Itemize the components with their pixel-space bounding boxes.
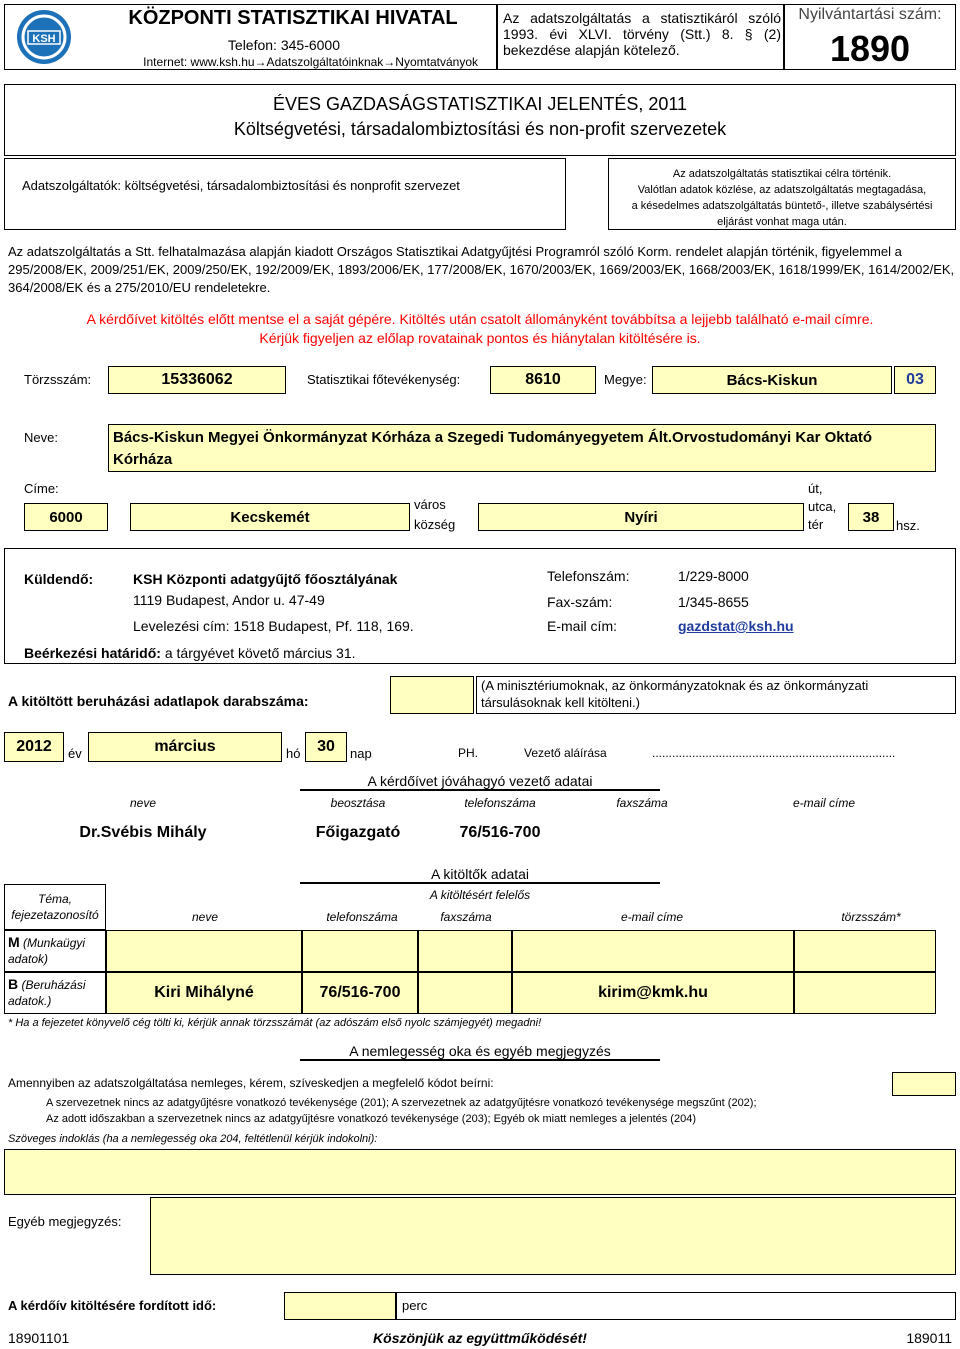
nil-title: A nemlegesség oka és egyéb megjegyzés	[300, 1043, 660, 1061]
filler-row-b-email[interactable]: kirim@kmk.hu	[512, 972, 794, 1014]
approver-position-field[interactable]: Főigazgató	[315, 824, 401, 841]
notice-line-1: Az adatszolgáltatás statisztikai célra történik.	[672, 168, 892, 180]
fillers-footnote: * Ha a fejezetet könyvelő cég tölti ki, kérjük annak törzsszámát (az adószám első nyolc számjegyét) megadni!	[8, 1017, 542, 1029]
providers-value: költségvetési, társadalombiztosítási és nonprofit szervezet	[124, 178, 460, 193]
activity-label: Statisztikai főtevékenység:	[307, 372, 461, 387]
investment-note: (A minisztériumoknak, az önkormányzatoknak és az önkormányzati társulásoknak kell kitölteni.)	[481, 678, 869, 710]
signature-label: Vezető aláírása	[524, 746, 607, 760]
office-name: KÖZPONTI STATISZTIKAI HIVATAL	[128, 7, 458, 29]
filler-row-m-phone[interactable]	[302, 930, 418, 972]
day-field[interactable]: 30	[305, 732, 347, 762]
fillers-col-topic-1: Téma,	[37, 892, 72, 906]
other-remarks-label: Egyéb megjegyzés:	[8, 1214, 122, 1229]
nil-text-label: Szöveges indoklás (ha a nemlegesség oka 204, feltétlenül kérjük indokolni):	[8, 1133, 378, 1145]
name-label: Neve:	[24, 430, 58, 445]
street-type-3: tér	[808, 517, 824, 532]
email-link[interactable]: gazdstat@ksh.hu	[678, 618, 794, 634]
logo-text: KSH	[32, 33, 56, 45]
investment-label: A kitöltött beruházási adatlapok darabszáma:	[8, 693, 309, 709]
ksh-logo-icon	[15, 8, 73, 66]
providers-text	[22, 178, 562, 193]
approver-email-field[interactable]	[714, 818, 934, 848]
filler-row-b-desc: (Beruházási adatok.)	[8, 978, 86, 1008]
report-subtitle: Költségvetési, társadalombiztosítási és non-profit szervezetek	[233, 119, 727, 139]
notice-line-2: Valótlan adatok közlése, az adatszolgáltatás megtagadása,	[637, 184, 927, 196]
notice-line-4: eljárást vonhat maga után.	[717, 216, 847, 228]
city-type-1: város	[414, 497, 446, 512]
filler-row-m-email[interactable]	[512, 930, 794, 972]
notice-text	[608, 166, 956, 230]
fillers-col-email: e-mail címe	[620, 910, 683, 924]
registration-number: 1890	[829, 28, 911, 69]
name-field[interactable]: Bács-Kiskun Megyei Önkormányzat Kórháza a Szegedi Tudományegyetem Ált.Orvostudományi Kar Oktató Kórháza	[108, 424, 936, 472]
fillers-title: A kitöltők adatai	[300, 866, 660, 884]
approver-col-name: neve	[129, 796, 157, 810]
month-label: hó	[286, 746, 301, 761]
approver-fax-field[interactable]	[572, 818, 712, 848]
street-field[interactable]: Nyíri	[478, 503, 804, 531]
phone-value: 1/229-8000	[678, 568, 749, 584]
city-type-2: község	[414, 517, 456, 532]
email-label: E-mail cím:	[547, 618, 617, 634]
city-field[interactable]: Kecskemét	[130, 503, 410, 531]
footer-right-code: 189011	[906, 1330, 952, 1346]
fillers-col-name: neve	[191, 910, 219, 924]
month-field[interactable]: március	[88, 732, 282, 762]
nil-codes-1: A szervezetnek nincs az adatgyűjtésre vonatkozó tevékenysége (201); A szervezetnek az adatgyűjtésre vonatkozó tevékenysége megszűnt (202);	[46, 1097, 757, 1109]
time-unit-box	[396, 1292, 956, 1320]
sender-label: Küldendő:	[24, 571, 94, 587]
day-label: nap	[350, 746, 372, 761]
approver-name-field[interactable]: Dr.Svébis Mihály	[79, 824, 207, 841]
fillers-col-fax: faxszáma	[440, 910, 492, 924]
filler-row-m-fax[interactable]	[418, 930, 512, 972]
filler-row-m-id[interactable]	[794, 930, 936, 972]
house-number-field[interactable]: 38	[848, 503, 894, 531]
house-number-suffix: hsz.	[896, 518, 920, 533]
warning-line-2: Kérjük figyeljen az előlap rovatainak pontos és hiánytalan kitöltésére is.	[259, 330, 701, 346]
activity-field[interactable]: 8610	[490, 366, 596, 394]
footer-thanks: Köszönjük az együttműködését!	[373, 1330, 587, 1346]
sender-mail: Levelezési cím: 1518 Budapest, Pf. 118, 169.	[133, 618, 414, 634]
fillers-subtitle: A kitöltésért felelős	[429, 888, 531, 902]
fillers-topic-header	[4, 884, 106, 930]
torzsszam-label: Törzsszám:	[24, 372, 92, 387]
filler-row-b-fax[interactable]	[418, 972, 512, 1014]
filler-row-b-phone[interactable]: 76/516-700	[302, 972, 418, 1014]
providers-box	[4, 158, 566, 230]
stamp-label: PH.	[458, 746, 479, 760]
legal-paragraph: Az adatszolgáltatás a Stt. felhatalmazása alapján kiadott Országos Statisztikai Adatgyűjtési Programról szóló Korm. rendelet alapján történik, figyelemmel a 295/2008/EK, 2009/251/EK, 2009/250/EK, 192/2009/EK, 1893/2006/EK, 177/2008/EK, 1670/2003/EK, 1669/2003/EK, 1668/2003/EK, 1618/1999/EK, 1614/2002/EK, 364/2008/EK és a 275/2010/EU rendeletekre.	[8, 244, 955, 295]
fax-label: Fax-szám:	[547, 594, 613, 610]
torzsszam-field[interactable]: 15336062	[108, 366, 286, 394]
report-title: ÉVES GAZDASÁGSTATISZTIKAI JELENTÉS, 2011	[272, 94, 688, 114]
zip-field[interactable]: 6000	[24, 503, 108, 531]
deadline-value: a tárgyévet követő március 31.	[164, 645, 356, 661]
sender-org: KSH Központi adatgyűjtő főosztályának	[133, 571, 398, 587]
nil-code-field[interactable]	[892, 1072, 956, 1096]
filler-row-m-desc: (Munkaügyi adatok)	[8, 936, 86, 966]
street-type-1: út,	[808, 481, 823, 496]
approver-title: A kérdőívet jóváhagyó vezető adatai	[300, 773, 660, 791]
county-label: Megye:	[604, 372, 647, 387]
footer-left-code: 18901101	[8, 1330, 70, 1346]
signature-line: .........................................................................	[652, 746, 896, 760]
fax-value: 1/345-8655	[678, 594, 749, 610]
nil-prompt: Amennyiben az adatszolgáltatása nemleges, kérem, szíveskedjen a megfelelő kódot beírni:	[8, 1076, 494, 1090]
time-unit: perc	[402, 1298, 428, 1313]
providers-label: Adatszolgáltatók:	[22, 178, 122, 193]
approver-col-email: e-mail címe	[792, 796, 855, 810]
county-code-field[interactable]: 03	[894, 366, 936, 394]
deadline	[24, 645, 356, 661]
filler-row-b-label	[8, 976, 104, 1009]
year-label: év	[68, 746, 82, 761]
other-remarks-field[interactable]	[150, 1197, 956, 1275]
fillers-col-topic-2: fejezetazonosító	[11, 908, 99, 922]
deadline-label: Beérkezési határidő:	[24, 645, 161, 661]
warning-line-1: A kérdőívet kitöltés előtt mentse el a saját gépére. Kitöltés után csatolt állományként továbbítsa a lejjebb található e-mail címre.	[86, 311, 874, 327]
nil-text-field[interactable]	[4, 1149, 956, 1195]
year-field[interactable]: 2012	[4, 732, 64, 762]
phone-label: Telefonszám:	[547, 568, 630, 584]
county-field[interactable]: Bács-Kiskun	[652, 366, 892, 394]
address-label: Címe:	[24, 481, 59, 496]
filler-row-m-label	[8, 934, 104, 967]
fillers-col-phone: telefonszáma	[326, 910, 398, 924]
approver-col-position: beosztása	[330, 796, 386, 810]
approver-col-fax: faxszáma	[616, 796, 668, 810]
registration-label: Nyilvántartási szám:	[798, 6, 942, 23]
investment-count-field[interactable]	[390, 676, 474, 714]
approver-col-phone: telefonszáma	[464, 796, 536, 810]
time-label: A kérdőív kitöltésére fordított idő:	[8, 1298, 217, 1313]
notice-line-3: a késedelmes adatszolgáltatás büntető-, illetve szabálysértési	[631, 200, 933, 212]
time-field[interactable]	[284, 1292, 396, 1320]
fillers-col-id: törzsszám*	[841, 910, 901, 924]
office-internet: Internet: www.ksh.hu→Adatszolgáltatóinknak→Nyomtatványok	[143, 55, 478, 69]
street-type-2: utca,	[808, 499, 837, 514]
filler-row-b-id[interactable]	[794, 972, 936, 1014]
office-phone: Telefon: 345-6000	[227, 37, 340, 53]
sender-address: 1119 Budapest, Andor u. 47-49	[133, 592, 325, 608]
approver-phone-field[interactable]: 76/516-700	[459, 824, 541, 841]
filler-row-b-name[interactable]: Kiri Mihályné	[106, 972, 302, 1014]
filler-row-m-name[interactable]	[106, 930, 302, 972]
filler-row-b-code: B	[8, 976, 19, 992]
ksh-logo	[14, 8, 74, 66]
nil-codes-2: Az adott időszakban a szervezetnek nincs az adatgyűjtésre vonatkozó tevékenysége (203); Egyéb ok miatt nemleges a jelentés (204)	[46, 1113, 696, 1125]
header-legal-text: Az adatszolgáltatás a statisztikáról szóló 1993. évi XLVI. törvény (Stt.) 8. § (2) bekezdése alapján kötelező.	[503, 10, 781, 58]
filler-row-m-code: M	[8, 934, 20, 950]
